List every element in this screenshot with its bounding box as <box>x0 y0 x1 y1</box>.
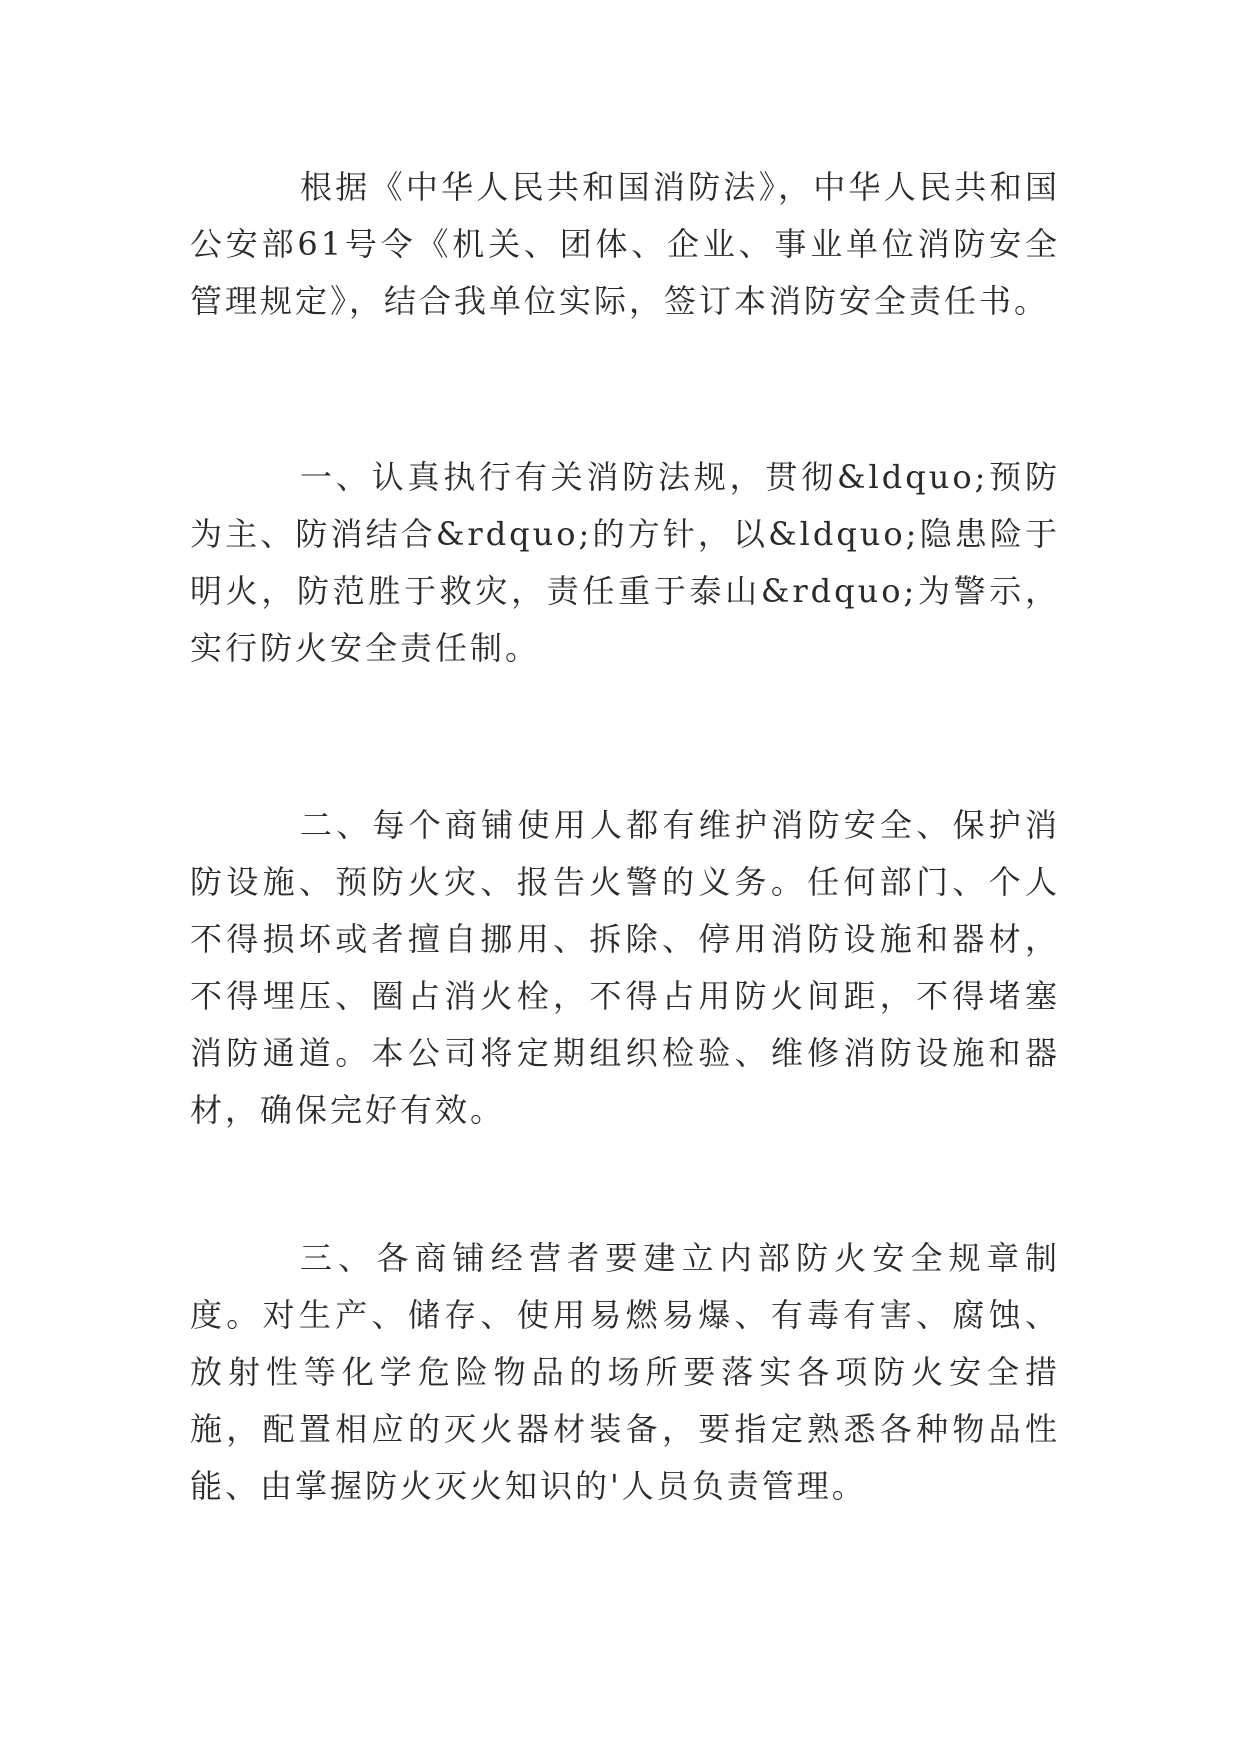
paragraph-clause-3: 三、各商铺经营者要建立内部防火安全规章制度。对生产、储存、使用易燃易爆、有毒有害、腐蚀、放射性等化学危险物品的场所要落实各项防火安全措施，配置相应的灭火器材装备，要指定熟悉各种物品性能、由掌握防火灭火知识的'人员负责管理。 <box>190 1239 1060 1505</box>
paragraph-clause-1: 一、认真执行有关消防法规，贯彻&ldquo;预防为主、防消结合&rdquo;的方针，以&ldquo;隐患险于明火，防范胜于救灾，责任重于泰山&rdquo;为警示，实行防火安全责任制。 <box>190 458 1060 667</box>
paragraph-preamble: 根据《中华人民共和国消防法》，中华人民共和国公安部61号令《机关、团体、企业、事业单位消防安全管理规定》，结合我单位实际，签订本消防安全责任书。 <box>190 168 1060 320</box>
paragraph-clause-2: 二、每个商铺使用人都有维护消防安全、保护消防设施、预防火灾、报告火警的义务。任何部门、个人不得损坏或者擅自挪用、拆除、停用消防设施和器材，不得埋压、圈占消火栓，不得占用防火间距，不得堵塞消防通道。本公司将定期组织检验、维修消防设施和器材，确保完好有效。 <box>190 806 1060 1129</box>
